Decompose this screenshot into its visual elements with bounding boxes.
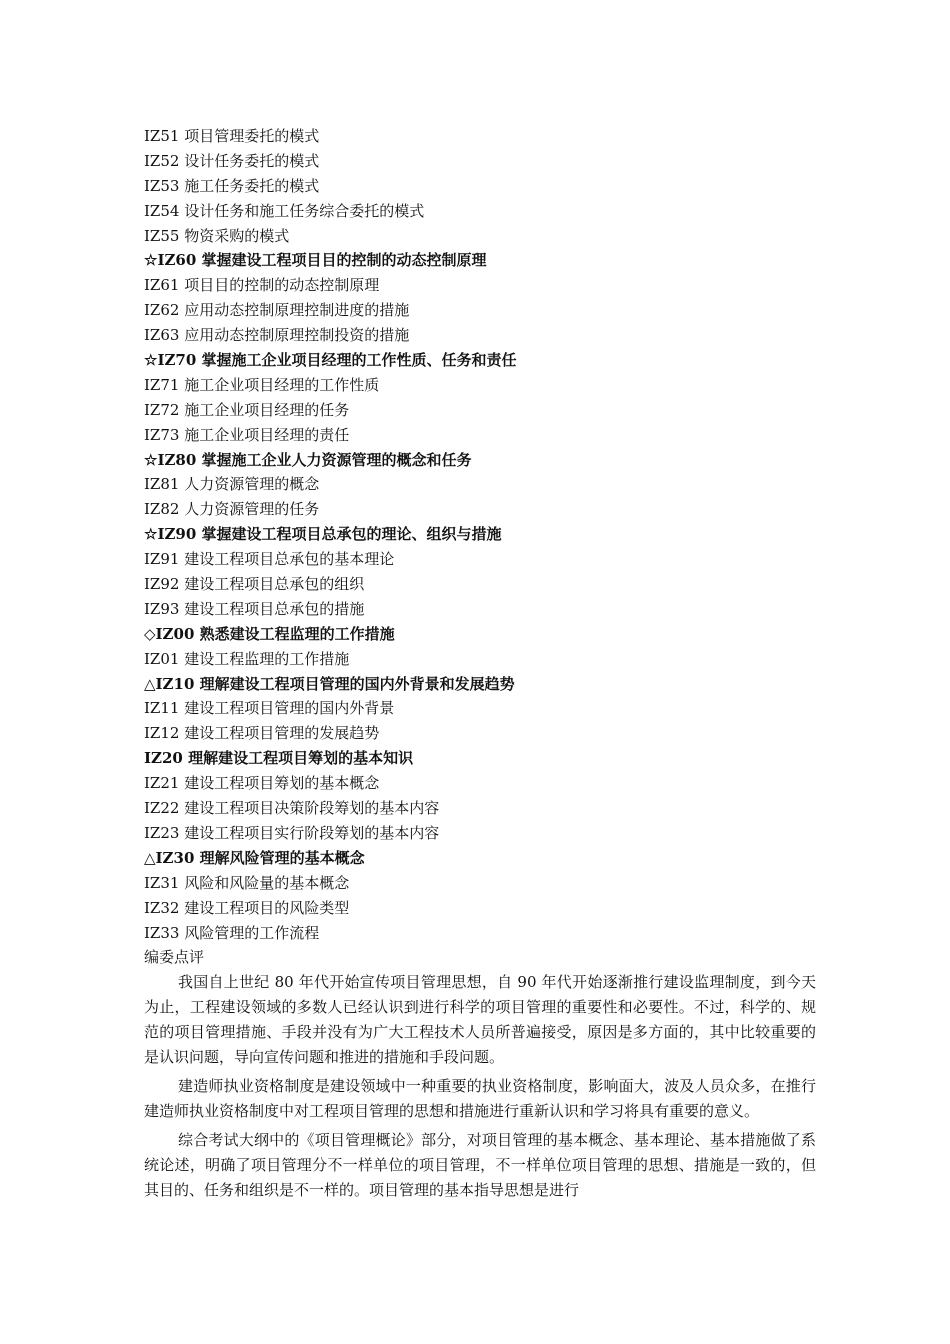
outline-heading: ◇IZ00 熟悉建设工程监理的工作措施 <box>144 624 395 643</box>
outline-item: IZ31 风险和风险量的基本概念 <box>144 873 350 892</box>
outline-item: IZ62 应用动态控制原理控制进度的措施 <box>144 301 410 320</box>
outline-item: IZ01 建设工程监理的工作措施 <box>144 649 350 668</box>
outline-item: IZ51 项目管理委托的模式 <box>144 127 320 145</box>
outline-item: IZ63 应用动态控制原理控制投资的措施 <box>144 326 410 345</box>
outline-item: IZ53 施工任务委托的模式 <box>144 176 320 195</box>
outline-item: IZ54 设计任务和施工任务综合委托的模式 <box>144 201 425 220</box>
outline-item: IZ11 建设工程项目管理的国内外背景 <box>144 699 395 718</box>
outline-item: IZ21 建设工程项目筹划的基本概念 <box>144 774 380 793</box>
outline-item: IZ32 建设工程项目的风险类型 <box>144 898 350 917</box>
review-body <box>144 970 824 1203</box>
outline-item: IZ23 建设工程项目实行阶段筹划的基本内容 <box>144 823 440 842</box>
outline-heading: ☆IZ90 掌握建设工程项目总承包的理论、组织与措施 <box>144 525 502 544</box>
outline-item: IZ82 人力资源管理的任务 <box>144 500 320 519</box>
outline-heading: △IZ30 理解风险管理的基本概念 <box>144 848 365 867</box>
outline-item: IZ91 建设工程项目总承包的基本理论 <box>144 550 395 569</box>
outline-heading: △IZ10 理解建设工程项目管理的国内外背景和发展趋势 <box>144 674 515 693</box>
outline-list <box>144 124 824 945</box>
outline-item: IZ72 施工企业项目经理的任务 <box>144 400 350 419</box>
outline-item: IZ93 建设工程项目总承包的措施 <box>144 599 365 618</box>
outline-item: IZ55 物资采购的模式 <box>144 226 290 245</box>
review-paragraph: 我国自上世纪 80 年代开始宣传项目管理思想，自 90 年代开始逐渐推行建设监理制度，到今天为止，工程建设领域的多数人已经认识到进行科学的项目管理的重要性和必要性。不过，科学的、规范的项目管理措施、手段并没有为广大工程技术人员所普遍接受，原因是多方面的，其中比较重要的是认识问题，导向宣传问题和推进的措施和手段问题。 <box>144 973 816 1067</box>
outline-item: IZ92 建设工程项目总承包的组织 <box>144 575 365 594</box>
outline-item: IZ61 项目目的控制的动态控制原理 <box>144 276 380 295</box>
outline-heading: ☆IZ60 掌握建设工程项目目的控制的动态控制原理 <box>144 251 487 270</box>
outline-heading: ☆IZ80 掌握施工企业人力资源管理的概念和任务 <box>144 450 472 469</box>
outline-item: IZ12 建设工程项目管理的发展趋势 <box>144 724 380 743</box>
outline-heading: IZ20 理解建设工程项目筹划的基本知识 <box>144 749 414 768</box>
review-paragraph: 综合考试大纲中的《项目管理概论》部分，对项目管理的基本概念、基本理论、基本措施做了系统论述，明确了项目管理分不一样单位的项目管理，不一样单位项目管理的思想、措施是一致的，但其目的、任务和组织是不一样的。项目管理的基本指导思想是进行 <box>144 1131 816 1200</box>
outline-item: IZ52 设计任务委托的模式 <box>144 151 320 170</box>
outline-item: IZ33 风险管理的工作流程 <box>144 923 320 942</box>
review-paragraph: 建造师执业资格制度是建设领域中一种重要的执业资格制度，影响面大，波及人员众多，在推行建造师执业资格制度中对工程项目管理的思想和措施进行重新认识和学习将具有重要的意义。 <box>144 1077 816 1121</box>
outline-item: IZ81 人力资源管理的概念 <box>144 475 320 494</box>
review-title: 编委点评 <box>144 948 205 967</box>
outline-heading: ☆IZ70 掌握施工企业项目经理的工作性质、任务和责任 <box>144 351 517 370</box>
outline-item: IZ73 施工企业项目经理的责任 <box>144 425 350 444</box>
syllabus-outline <box>144 124 824 1207</box>
outline-item: IZ22 建设工程项目决策阶段筹划的基本内容 <box>144 799 440 818</box>
outline-item: IZ71 施工企业项目经理的工作性质 <box>144 375 380 394</box>
